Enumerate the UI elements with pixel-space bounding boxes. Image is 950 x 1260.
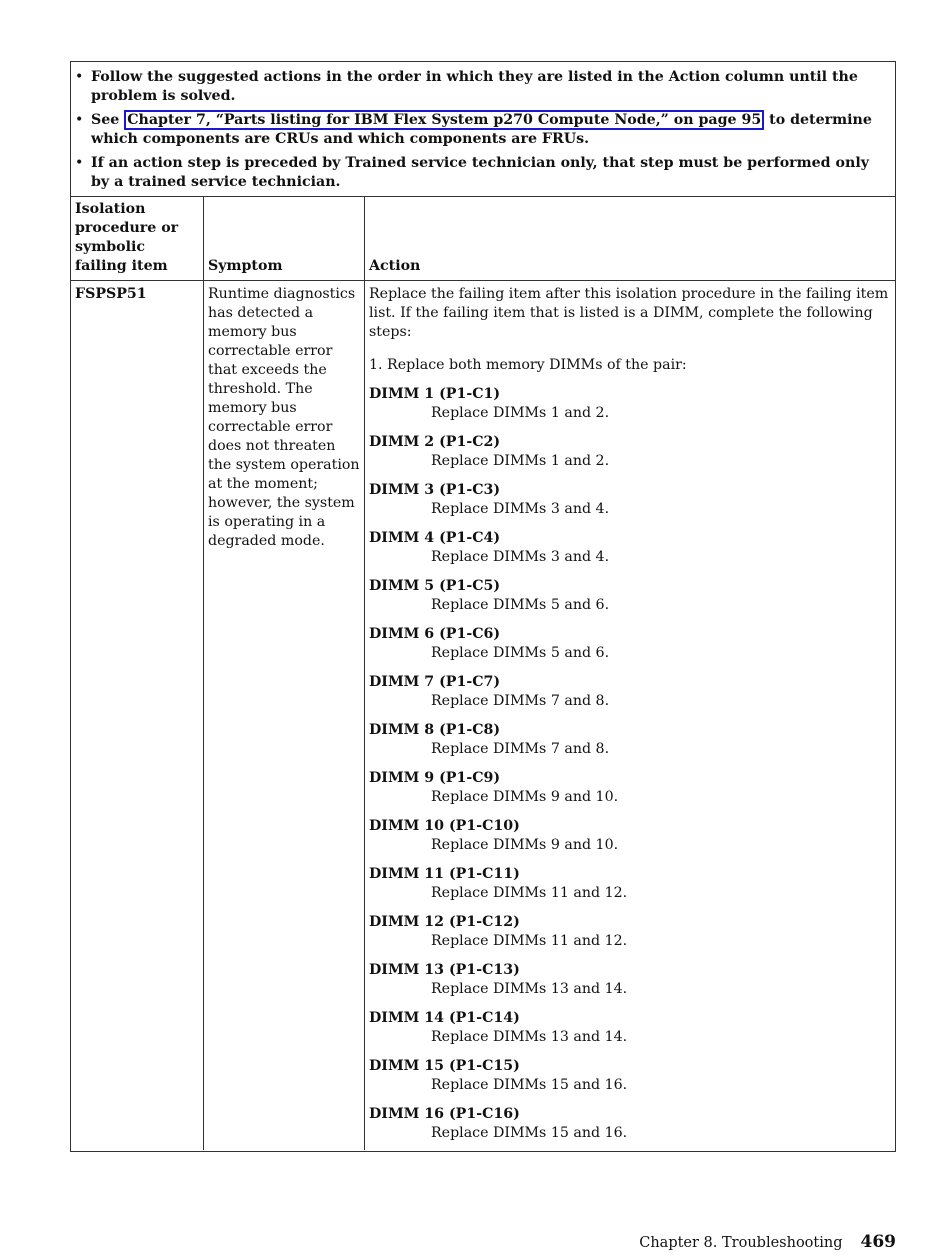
page-number: 469 <box>860 1232 896 1252</box>
footer-chapter: Chapter 8. Troubleshooting <box>639 1235 843 1251</box>
dimm-action: Replace DIMMs 11 and 12. <box>431 933 628 949</box>
dimm-term: DIMM 6 (P1-C6) <box>369 626 501 642</box>
dimm-entry <box>369 721 891 759</box>
dimm-action: Replace DIMMs 13 and 14. <box>431 981 628 997</box>
dimm-term: DIMM 16 (P1-C16) <box>369 1106 520 1122</box>
dimm-action: Replace DIMMs 3 and 4. <box>431 549 610 565</box>
dimm-term: DIMM 11 (P1-C11) <box>369 866 520 882</box>
dimm-action: Replace DIMMs 1 and 2. <box>431 453 610 469</box>
dimm-action: Replace DIMMs 11 and 12. <box>431 885 628 901</box>
symptom-text: Runtime diagnostics has detected a memory bus correctable error that exceeds the threshold. The memory bus correctable error does not threaten the system operation at the moment; however, the system is operating in a degraded mode. <box>204 281 365 1150</box>
table-header <box>71 197 895 281</box>
dimm-term: DIMM 7 (P1-C7) <box>369 674 501 690</box>
dimm-entry <box>369 865 891 903</box>
dimm-action: Replace DIMMs 1 and 2. <box>431 405 610 421</box>
dimm-action: Replace DIMMs 5 and 6. <box>431 597 610 613</box>
dimm-term: DIMM 10 (P1-C10) <box>369 818 520 834</box>
action-cell <box>365 281 895 1150</box>
note-item: • If an action step is preceded by Trained service technician only, that step must be performed only by a trained service technician. <box>71 154 895 193</box>
dimm-entry <box>369 529 891 567</box>
dimm-entry <box>369 481 891 519</box>
dimm-term: DIMM 4 (P1-C4) <box>369 530 501 546</box>
note-item: • Follow the suggested actions in the order in which they are listed in the Action column until the problem is solved. <box>71 68 895 107</box>
dimm-entry <box>369 625 891 663</box>
dimm-term: DIMM 14 (P1-C14) <box>369 1010 520 1026</box>
notes-list <box>71 68 895 192</box>
dimm-term: DIMM 9 (P1-C9) <box>369 770 501 786</box>
dimm-action: Replace DIMMs 3 and 4. <box>431 501 610 517</box>
dimm-action: Replace DIMMs 9 and 10. <box>431 789 619 805</box>
parts-listing-link[interactable]: Chapter 7, “Parts listing for IBM Flex System p270 Compute Node,” on page 95 <box>124 110 764 130</box>
dimm-action: Replace DIMMs 7 and 8. <box>431 741 610 757</box>
page-footer <box>639 1232 896 1252</box>
dimm-term: DIMM 8 (P1-C8) <box>369 722 501 738</box>
dimm-entry <box>369 385 891 423</box>
header-isolation: Isolation procedure or symbolic failing item <box>71 197 204 280</box>
note-item <box>71 111 895 150</box>
dimm-entry <box>369 817 891 855</box>
dimm-action: Replace DIMMs 9 and 10. <box>431 837 619 853</box>
action-step-1: 1. Replace both memory DIMMs of the pair: <box>369 357 687 373</box>
header-action: Action <box>369 258 421 274</box>
table-row <box>71 281 895 1150</box>
dimm-term: DIMM 12 (P1-C12) <box>369 914 520 930</box>
troubleshooting-table <box>70 61 896 1152</box>
note-suffix: to determine which components are CRUs and which components are FRUs. <box>91 111 872 148</box>
dimm-term: DIMM 2 (P1-C2) <box>369 434 501 450</box>
dimm-entry <box>369 673 891 711</box>
dimm-entry <box>369 769 891 807</box>
note-prefix: See <box>91 111 125 128</box>
dimm-list <box>369 385 891 1143</box>
dimm-action: Replace DIMMs 7 and 8. <box>431 693 610 709</box>
dimm-term: DIMM 13 (P1-C13) <box>369 962 520 978</box>
dimm-term: DIMM 15 (P1-C15) <box>369 1058 520 1074</box>
dimm-entry <box>369 1057 891 1095</box>
dimm-term: DIMM 3 (P1-C3) <box>369 482 501 498</box>
header-symptom: Symptom <box>204 197 365 280</box>
dimm-action: Replace DIMMs 15 and 16. <box>431 1077 628 1093</box>
dimm-action: Replace DIMMs 15 and 16. <box>431 1125 628 1141</box>
table-notes <box>71 62 895 197</box>
dimm-action: Replace DIMMs 5 and 6. <box>431 645 610 661</box>
dimm-entry <box>369 433 891 471</box>
action-intro: Replace the failing item after this isolation procedure in the failing item list. If the failing item that is listed is a DIMM, complete the following steps: <box>369 286 889 340</box>
dimm-action: Replace DIMMs 13 and 14. <box>431 1029 628 1045</box>
dimm-entry <box>369 913 891 951</box>
dimm-entry <box>369 1105 891 1143</box>
dimm-term: DIMM 1 (P1-C1) <box>369 386 501 402</box>
dimm-entry <box>369 1009 891 1047</box>
dimm-entry <box>369 577 891 615</box>
dimm-term: DIMM 5 (P1-C5) <box>369 578 501 594</box>
dimm-entry <box>369 961 891 999</box>
failing-item-id: FSPSP51 <box>71 281 204 1150</box>
